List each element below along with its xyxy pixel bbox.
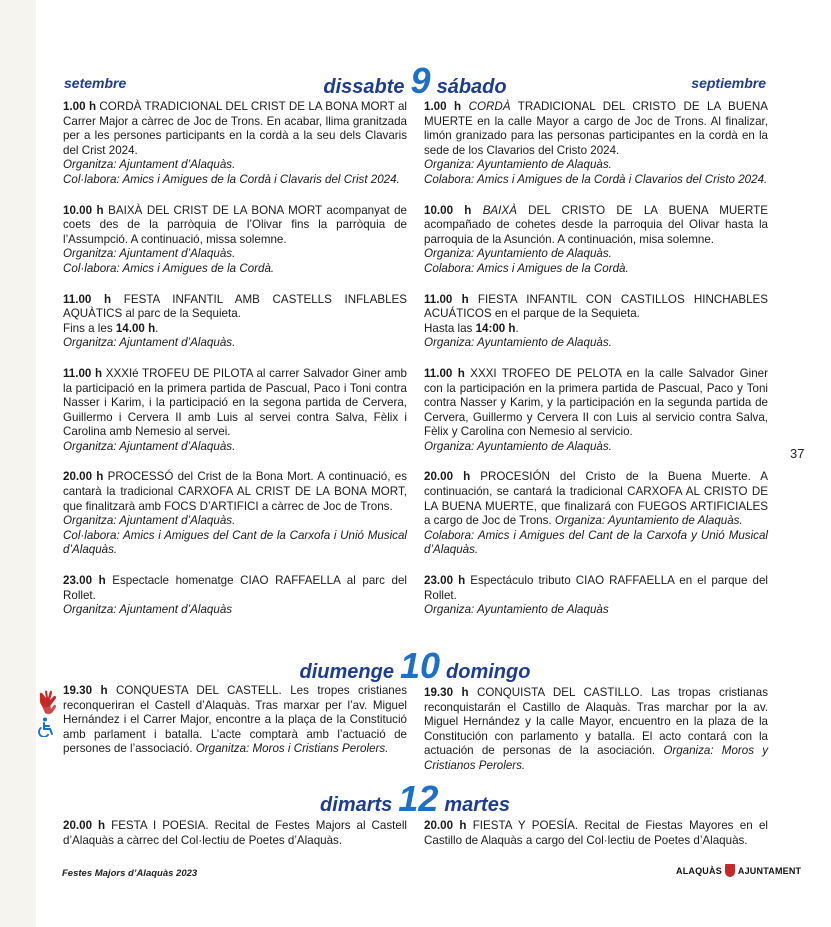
- month-ca: setembre: [64, 75, 127, 91]
- municipal-logo: [676, 864, 801, 877]
- event-item: 11.00 h XXXI TROFEO DE PELOTA en la calle Salvador Giner con la participación en la primera partida de Pascual, Paco y Toni contra Nasser y Karim, y la participación en la segunda partida de Cervera, Guillermo y Cervera II con Luis al servicio contra Salva, Fèlix y Carolina con Nemesio al servicio. Organiza: Ayuntamiento de Alaquàs.: [424, 366, 768, 453]
- day-header-10: [62, 640, 768, 684]
- day-name-es: sábado: [436, 76, 507, 98]
- event-item: 10.00 h BAIXÀ DEL CRISTO DE LA BUENA MUERTE acompañado de cohetes desde la parroquia del Olivar hasta la parroquia de la Asunción. A continuación, misa solemne. Organiza: Ayuntamiento de Alaquàs. Colabora: Amics i Amigues de la Cordà.: [424, 203, 768, 275]
- event-item: 10.00 h BAIXÀ DEL CRIST DE LA BONA MORT acompanyat de coets des de la parròquia de l’Olivar fins la parròquia de l’Assumpció. A continuació, missa solemne. Organitza: Ajuntament d’Alaquàs. Col·labora: Amics i Amigues de la Cordà.: [63, 203, 407, 275]
- sign-language-icon: [37, 689, 59, 715]
- day-title: [62, 60, 768, 101]
- day-name-ca: dissabte: [323, 76, 405, 98]
- day-title: [62, 778, 768, 819]
- day-header-12: [62, 773, 768, 817]
- event-item: 23.00 h Espectáculo tributo CIAO RAFFAELLA en el parque del Rollet. Organiza: Ayuntamiento de Alaquàs: [424, 574, 768, 617]
- coat-of-arms-icon: [725, 864, 735, 877]
- day-name-ca: diumenge: [299, 661, 394, 683]
- event-item: 11.00 h FIESTA INFANTIL CON CASTILLOS HINCHABLES ACUÁTICOS en el parque de la Sequieta. Hasta las 14:00 h. Organiza: Ayuntamiento de Alaquàs.: [424, 292, 768, 350]
- event-item: 20.00 h FIESTA Y POESÍA. Recital de Fiestas Mayores en el Castillo de Alaquàs a cargo del Col·lectiu de Poetes d’Alaquàs.: [424, 819, 768, 847]
- event-item: 19.30 h CONQUISTA DEL CASTILLO. Las tropas cristianas reconquistarán el Castillo de Alaquàs. Tras marchar por la av. Miguel Hernández y la calle Mayor, encuentro en la plaza de la Constitución con parlamento y batalla. El acto contará con la actuación de personas de la asociación. Organiza: Moros y Cristianos Perolers.: [424, 686, 768, 772]
- day-name-ca: dimarts: [320, 794, 393, 816]
- day-number: 12: [398, 778, 439, 819]
- event-item: 1.00 h CORDÀ TRADICIONAL DEL CRISTO DE LA BUENA MUERTE en la calle Mayor a cargo de Joc de Trons. Al finalizar, limón granizado para las personas participantes en la cordà en la sede de los Clavarios del Cristo 2024. Organiza: Ayuntamiento de Alaquàs. Colabora: Amics i Amigues de la Cordà i Clavarios del Cristo 2024.: [424, 100, 768, 186]
- events-ca-day10: [63, 684, 407, 773]
- month-es: septiembre: [691, 75, 766, 91]
- events-ca-day9: [63, 100, 407, 634]
- day-header-9: [62, 55, 768, 99]
- wheelchair-icon: [37, 717, 55, 737]
- page-number: 37: [790, 446, 805, 461]
- event-item: 20.00 h PROCESSÓ del Crist de la Bona Mort. A continuació, es cantarà la tradicional CARXOFA AL CRIST DE LA BONA MORT, que finalitzarà amb FOCS D’ARTIFICI a càrrec de Joc de Trons. Organitza: Ajuntament d’Alaquàs. Col·labora: Amics i Amigues del Cant de la Carxofa i Unió Musical d’Alaquàs.: [63, 470, 407, 557]
- day-number: 10: [399, 645, 441, 686]
- event-item: 23.00 h Espectacle homenatge CIAO RAFFAELLA al parc del Rollet. Organitza: Ajuntament d’Alaquàs: [63, 574, 407, 617]
- event-item: 11.00 h FESTA INFANTIL AMB CASTELLS INFLABLES AQUÀTICS al parc de la Sequieta. Fins a les 14.00 h. Organitza: Ajuntament d’Alaquàs.: [63, 292, 407, 350]
- events-es-day9: [424, 100, 768, 634]
- logo-subtitle: AJUNTAMENT: [737, 865, 802, 876]
- day-number: 9: [410, 60, 431, 101]
- event-item: 11.00 h XXXIé TROFEU DE PILOTA al carrer Salvador Giner amb la participació en la primera partida de Pascual, Paco i Toni contra Nasser i Karim, i la participació en la segona partida de Cervera, Guillermo i Cervera II amb Luis al servei contra Salva, Fèlix i Carolina amb Nemesio al servei. Organitza: Ajuntament d’Alaquàs.: [63, 366, 408, 453]
- event-item: 1.00 h CORDÀ TRADICIONAL DEL CRIST DE LA BONA MORT al Carrer Major a càrrec de Joc de Trons. En acabar, llima granitzada per a les persones participants en la cordà a la seu dels Clavaris del Crist 2024. Organitza: Ajuntament d’Alaquàs. Col·labora: Amics i Amigues de la Cordà i Clavaris del Crist 2024.: [63, 100, 407, 186]
- events-es-day12: [424, 819, 768, 864]
- day-title: [62, 645, 768, 686]
- footer-title: Festes Majors d’Alaquàs 2023: [62, 868, 198, 879]
- day-name-es: domingo: [446, 661, 531, 683]
- event-item: 20.00 h PROCESIÓN del Cristo de la Buena Muerte. A continuación, se cantará la tradicional CARXOFA AL CRISTO DE LA BUENA MUERTE, que finalizará con FUEGOS ARTIFICIALES a cargo de Joc de Trons. Organiza: Ayuntamiento de Alaquàs. Colabora: Amics i Amigues del Cant de la Carxofa y Unió Musical d’Alaquàs.: [424, 470, 768, 557]
- accessibility-icons: [37, 689, 59, 737]
- logo-town-name: ALAQUÀS: [676, 865, 722, 876]
- event-item: 19.30 h CONQUESTA DEL CASTELL. Les tropes cristianes reconqueriran el Castell d’Alaquàs. Tras marxar per l’av. Miguel Hernández i el Carrer Major, encontre a la plaça de la Constitució amb parlament i batalla. L’acte comptarà amb l’actuació de persones de l’associació. Organitza: Moros i Cristians Perolers.: [63, 684, 407, 756]
- day-name-es: martes: [444, 794, 510, 816]
- events-ca-day12: [63, 819, 407, 864]
- event-item: 20.00 h FESTA I POESIA. Recital de Festes Majors al Castell d’Alaquàs a càrrec del Col·lectiu de Poetes d’Alaquàs.: [63, 819, 407, 847]
